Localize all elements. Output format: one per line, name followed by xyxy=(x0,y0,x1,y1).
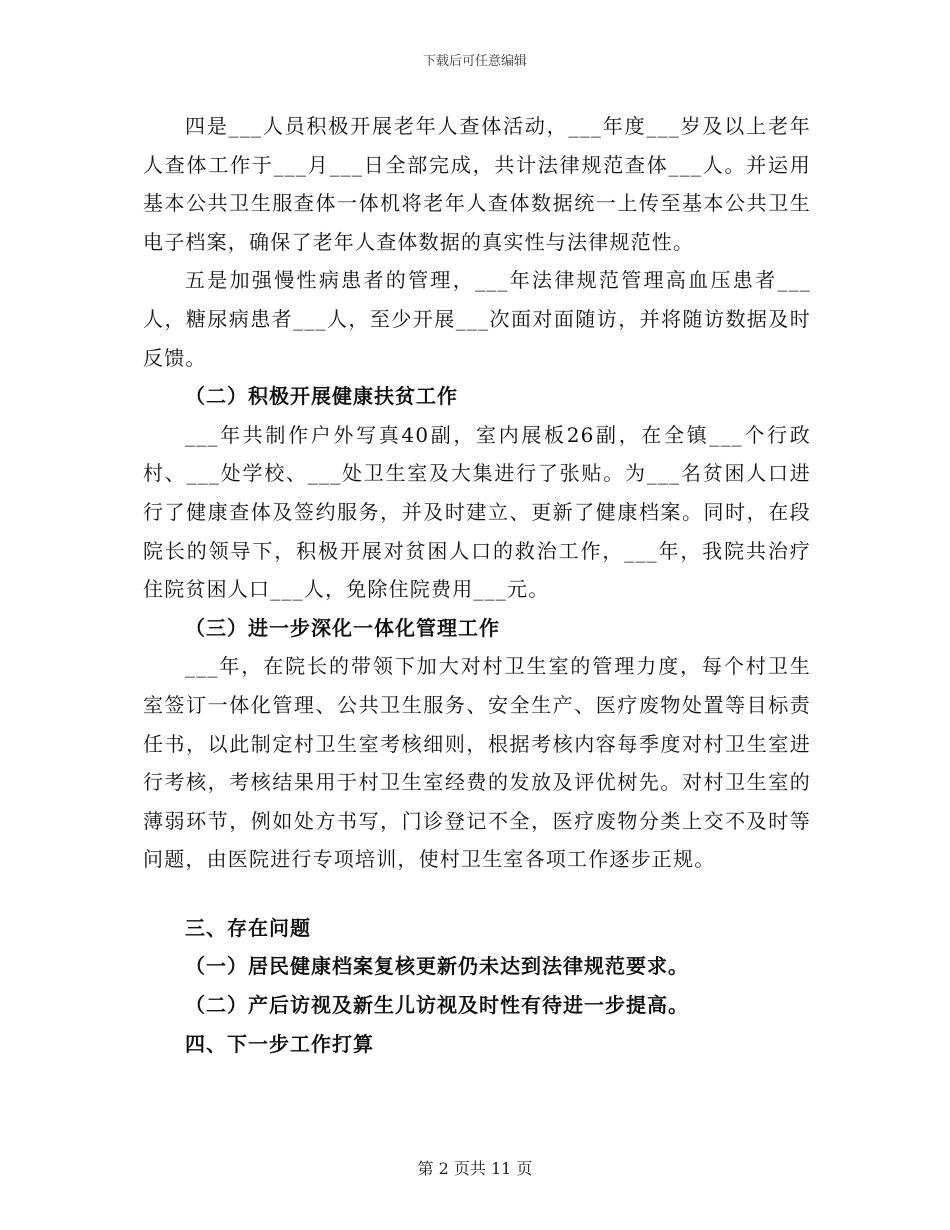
page-footer: 第 2 页共 11 页 xyxy=(417,1159,533,1178)
heading-problem-2: （二）产后访视及新生儿访视及时性有待进一步提高。 xyxy=(185,993,689,1018)
page-header: 下载后可任意编辑 xyxy=(422,54,527,69)
heading-health-poverty: （二）积极开展健康扶贫工作 xyxy=(185,384,458,409)
heading-next-steps: 四、下一步工作打算 xyxy=(185,1031,374,1056)
heading-integrated-management: （三）进一步深化一体化管理工作 xyxy=(185,615,500,640)
section-gap xyxy=(143,879,811,909)
document-body xyxy=(143,107,811,1063)
paragraph-health-poverty: ___年共制作户外写真40副，室内展板26副，在全镇___个行政村、___处学校、___处卫生室及大集进行了张贴。为___名贫困人口进行了健康查体及签约服务，并及时建立、更新了健康档案。同时，在段院长的领导下，积极开展对贫困人口的救治工作，___年，我院共治疗住院贫困人口___人，免除住院费用___元。 xyxy=(143,422,811,602)
paragraph-integrated-management: ___年，在院长的带领下加大对村卫生室的管理力度，每个村卫生室签订一体化管理、公共卫生服务、安全生产、医疗废物处置等目标责任书，以此制定村卫生室考核细则，根据考核内容每季度对村卫生室进行考核，考核结果用于村卫生室经费的发放及评优树先。对村卫生室的薄弱环节，例如处方书写，门诊登记不全，医疗废物分类上交不及时等问题，由医院进行专项培训，使村卫生室各项工作逐步正规。 xyxy=(143,654,811,872)
paragraph-chronic-disease: 五是加强慢性病患者的管理，___年法律规范管理高血压患者___人，糖尿病患者___人，至少开展___次面对面随访，并将随访数据及时反馈。 xyxy=(143,268,811,370)
heading-problem-1: （一）居民健康档案复核更新仍未达到法律规范要求。 xyxy=(185,954,689,979)
heading-existing-problems: 三、存在问题 xyxy=(185,915,311,940)
paragraph-elderly-checkup: 四是___人员积极开展老年人查体活动，___年度___岁及以上老年人查体工作于___月___日全部完成，共计法律规范查体___人。并运用基本公共卫生服查体一体机将老年人查体数据统一上传至基本公共卫生电子档案，确保了老年人查体数据的真实性与法律规范性。 xyxy=(143,114,811,254)
